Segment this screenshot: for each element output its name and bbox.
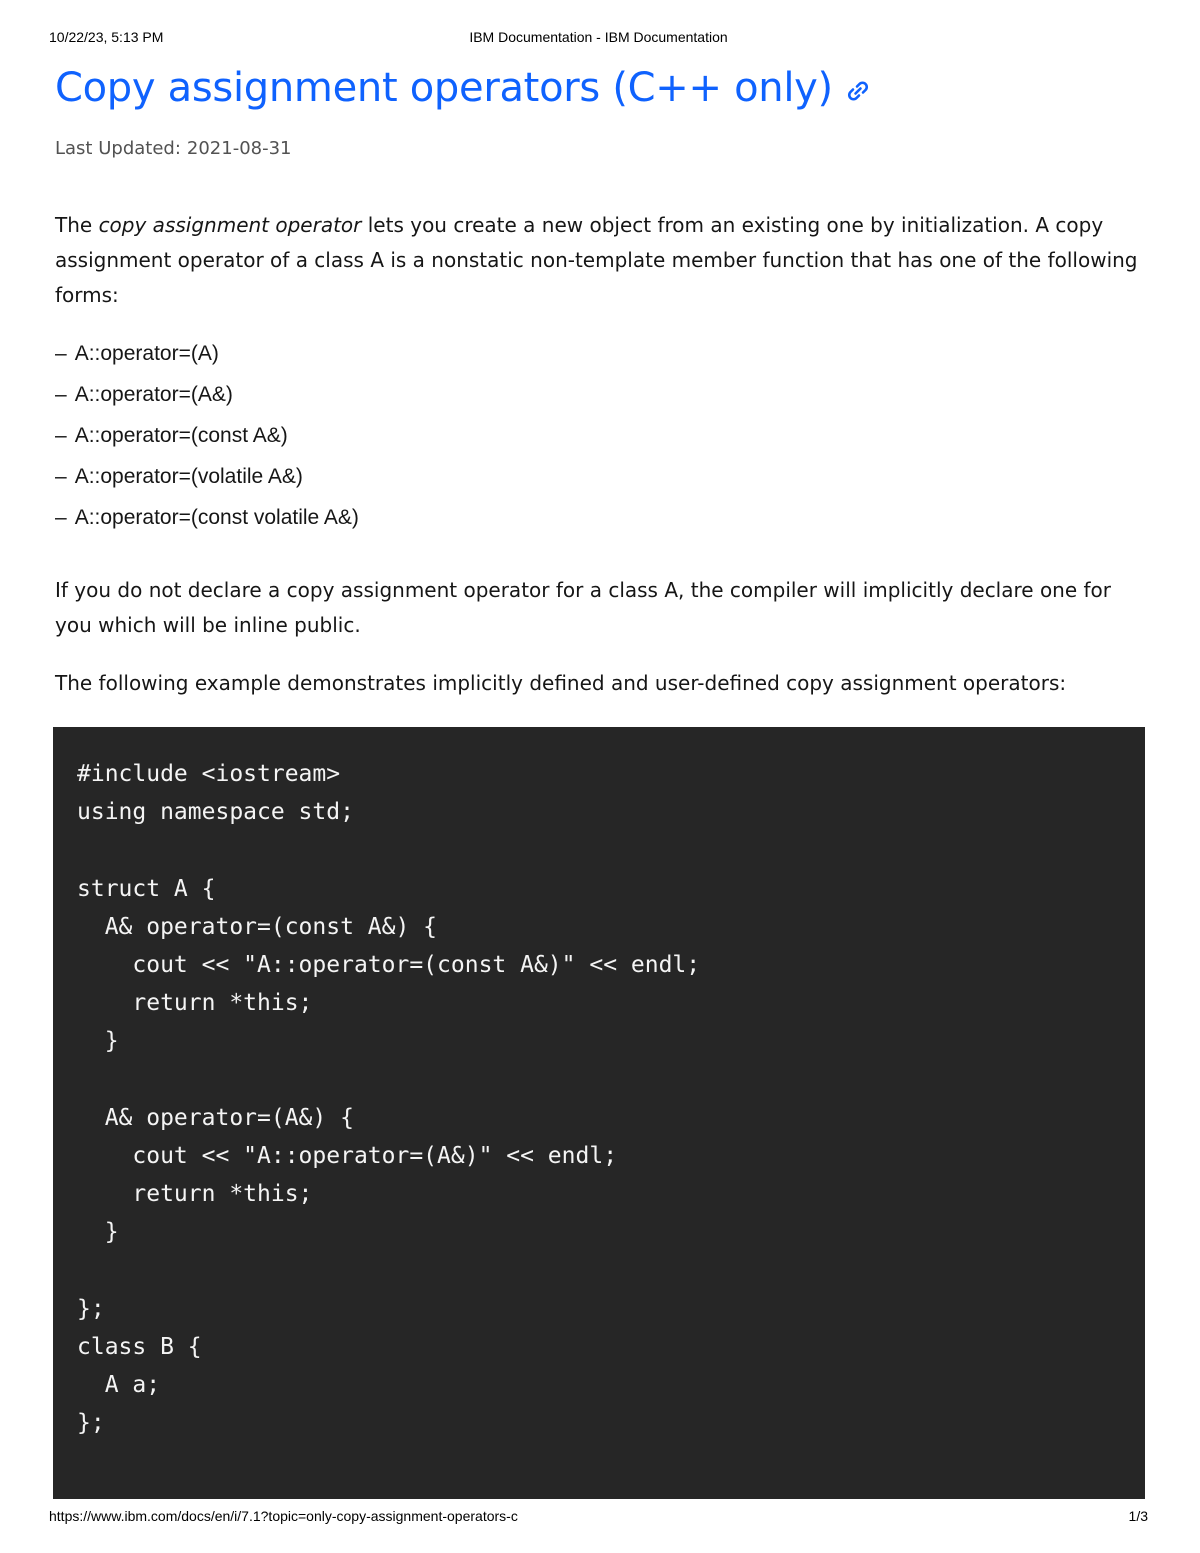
print-datetime: 10/22/23, 5:13 PM (49, 29, 164, 45)
example-intro-paragraph: The following example demonstrates implicitly defined and user-defined copy assignment operators: (55, 671, 1067, 695)
list-item: – A::operator=(const A&) (55, 424, 288, 447)
implicit-declaration-paragraph: If you do not declare a copy assignment operator for a class A, the compiler will implicitly declare one for you which will be inline public. (55, 578, 1112, 637)
last-updated-date: 2021-08-31 (186, 138, 292, 159)
print-page-number: 1/3 (1128, 1508, 1148, 1524)
intro-term: copy assignment operator (98, 213, 362, 237)
list-item: – A::operator=(volatile A&) (55, 465, 303, 488)
list-item: – A::operator=(const volatile A&) (55, 506, 359, 529)
print-header (49, 29, 1148, 47)
list-item: – A::operator=(A) (55, 342, 219, 365)
form-text: A::operator=(A) (74, 342, 219, 365)
print-page-title: IBM Documentation - IBM Documentation (469, 29, 728, 45)
form-text: A::operator=(volatile A&) (74, 465, 303, 488)
print-url: https://www.ibm.com/docs/en/i/7.1?topic=only-copy-assignment-operators-c (49, 1508, 518, 1524)
intro-paragraph (55, 208, 1145, 313)
list-item: – A::operator=(A&) (55, 383, 233, 406)
intro-before-term: The (55, 213, 99, 237)
code-sample: #include <iostream> using namespace std; struct A { A& operator=(const A&) { cout << "A::operator=(const A&)" << endl; return *this; } A& operator=(A&) { cout << "A::operator=(A&)" << endl; return *this; } }; class B { A a; }; (77, 761, 701, 1437)
form-text: A::operator=(const volatile A&) (74, 506, 359, 529)
last-updated (55, 136, 1145, 162)
article (55, 60, 1145, 701)
code-block (53, 727, 1145, 1499)
intro-after-term: lets you create a new object from an existing one by initialization. A copy assignment operator of a class A is a nonstatic non-template member function that has one of the following forms: (55, 213, 1138, 307)
title-row (55, 60, 1145, 116)
operator-forms-list (55, 333, 1145, 538)
page-title: Copy assignment operators (C++ only) (55, 65, 833, 111)
link-icon[interactable] (845, 78, 871, 104)
print-footer (49, 1508, 1148, 1526)
form-text: A::operator=(const A&) (74, 424, 288, 447)
last-updated-label: Last Updated: (55, 138, 181, 159)
form-text: A::operator=(A&) (74, 383, 233, 406)
